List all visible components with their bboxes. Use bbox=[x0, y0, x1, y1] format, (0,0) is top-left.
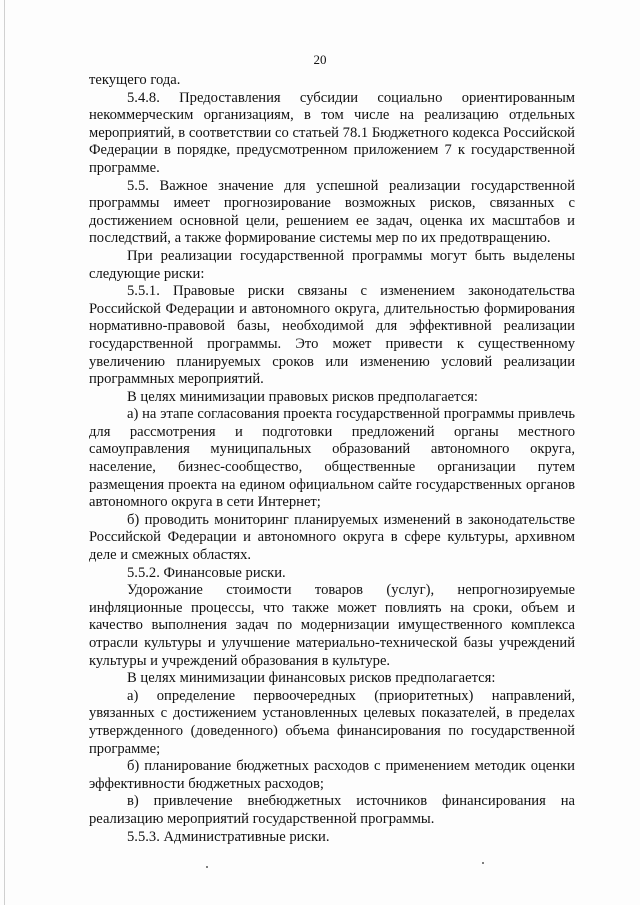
paragraph-continuation: текущего года. bbox=[89, 72, 181, 88]
paragraph-5-5-2: 5.5.2. Финансовые риски. bbox=[127, 564, 286, 581]
paragraph-5-5: 5.5. Важное значение для успешной реализации государственной программы имеет прогнозирование возможных рисков, связанных с достижением основной цели, решением ее задач, оценка их масштабов и последствий, а также формирование системы мер по их предотвращению. bbox=[89, 177, 575, 247]
paragraph-legal-item-a: а) на этапе согласования проекта государственной программы привлечь для рассмотрения и подготовки предложений органы местного самоуправления муниципальных образований автономного округа, население, бизнес-сообщество, общественные организации путем размещения проекта на едином официальном сайте государственных органов автономного округа в сети Интернет; bbox=[89, 406, 575, 511]
paragraph-5-5-1: 5.5.1. Правовые риски связаны с изменением законодательства Российской Федерации и автономного округа, длительностью формирования нормативно-правовой базы, необходимой для эффективной реализации государственной программы. Это может привести к существенному увеличению планируемых сроков или изменению условий реализации программных мероприятий. bbox=[89, 283, 575, 388]
page-number: 20 bbox=[313, 52, 327, 67]
paragraph-5-4-8: 5.4.8. Предоставления субсидии социально ориентированным некоммерческим организациям, в том числе на реализацию отдельных мероприятий, в соответствии со статьей 78.1 Бюджетного кодекса Российской Федерации в порядке, предусмотренном приложением 7 к государственной программе. bbox=[89, 89, 575, 176]
paragraph-financial-description: Удорожание стоимости товаров (услуг), непрогнозируемые инфляционные процессы, что также может повлиять на сроки, объем и качество выполнения задач по модернизации имущественного комплекса отрасли культуры и улучшение материально-технической базы учреждений культуры и учреждений образования в культуре. bbox=[89, 582, 575, 669]
paragraph-financial-minimization: В целях минимизации финансовых рисков предполагается: bbox=[127, 670, 496, 687]
paragraph-financial-item-c: в) привлечение внебюджетных источников финансирования на реализацию мероприятий государственной программы. bbox=[89, 793, 575, 827]
paragraph-risks-intro: При реализации государственной программы могут быть выделены следующие риски: bbox=[89, 247, 575, 282]
scan-edge bbox=[4, 0, 5, 905]
paragraph-5-5-3: 5.5.3. Административные риски. bbox=[127, 828, 330, 845]
scan-speck bbox=[206, 866, 208, 868]
document-body bbox=[89, 72, 575, 846]
paragraph-legal-minimization: В целях минимизации правовых рисков предполагается: bbox=[127, 388, 478, 405]
paragraph-legal-item-b: б) проводить мониторинг планируемых изменений в законодательстве Российской Федерации и автономного округа в сфере культуры, архивном деле и смежных областях. bbox=[89, 511, 575, 564]
paragraph-financial-item-a: а) определение первоочередных (приоритетных) направлений, увязанных с достижением установленных целевых показателей, в пределах утвержденного (доведенного) объема финансирования по государственной программе; bbox=[89, 687, 575, 757]
scan-speck bbox=[482, 862, 484, 864]
paragraph-financial-item-b: б) планирование бюджетных расходов с применением методик оценки эффективности бюджетных расходов; bbox=[89, 758, 575, 792]
